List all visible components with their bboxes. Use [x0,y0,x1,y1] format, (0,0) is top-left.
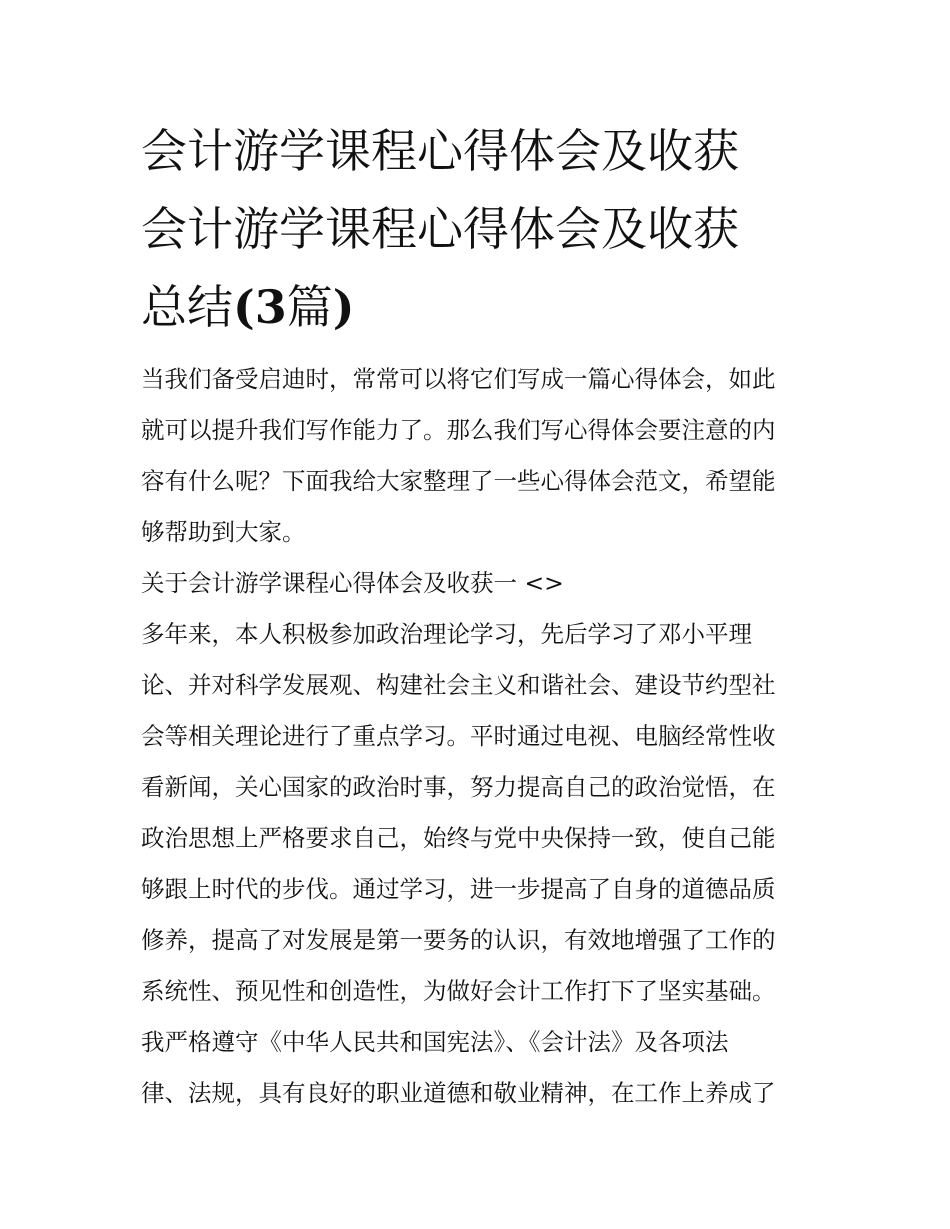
body-line: 系统性、预见性和创造性，为做好会计工作打下了坚实基础。 [141,977,776,1005]
title-count: (3 [233,280,287,334]
body-line: 修养，提高了对发展是第一要务的认识，有效地增强了工作的 [141,926,776,954]
title-line: 会计游学课程心得体会及收获 [141,202,739,256]
body-line: 看新闻，关心国家的政治时事，努力提高自己的政治觉悟，在 [141,773,776,801]
intro-paragraph [141,354,813,558]
document-title [141,112,813,346]
intro-line: 够帮助到大家。 [141,518,306,546]
intro-line: 就可以提升我们写作能力了。那么我们写心得体会要注意的内 [141,416,776,444]
title-close-paren: ) [332,280,355,334]
title-line: 会计游学课程心得体会及收获 [141,124,739,178]
title-unit: 篇 [286,280,333,334]
body-line: 多年来，本人积极参加政治理论学习，先后学习了邓小平理 [141,620,752,648]
document-content [141,112,813,1119]
intro-line: 容有什么呢？下面我给大家整理了一些心得体会范文，希望能 [141,467,776,495]
body-line: 我严格遵守《中华人民共和国宪法》、《会计法》及各项法 [141,1028,729,1056]
body-paragraph [141,609,813,1119]
body-line: 论、并对科学发展观、构建社会主义和谐社会、建设节约型社 [141,671,776,699]
intro-line: 当我们备受启迪时，常常可以将它们写成一篇心得体会，如此 [141,365,776,393]
title-line-last [141,268,813,346]
body-line: 会等相关理论进行了重点学习。平时通过电视、电脑经常性收 [141,722,776,750]
body-line: 律、法规，具有良好的职业道德和敬业精神，在工作上养成了 [141,1079,776,1107]
section-heading: 关于会计游学课程心得体会及收获一 <> [141,569,564,597]
title-prefix: 总结 [141,280,233,334]
body-line: 够跟上时代的步伐。通过学习，进一步提高了自身的道德品质 [141,875,776,903]
body-line: 政治思想上严格要求自己，始终与党中央保持一致，使自己能 [141,824,776,852]
